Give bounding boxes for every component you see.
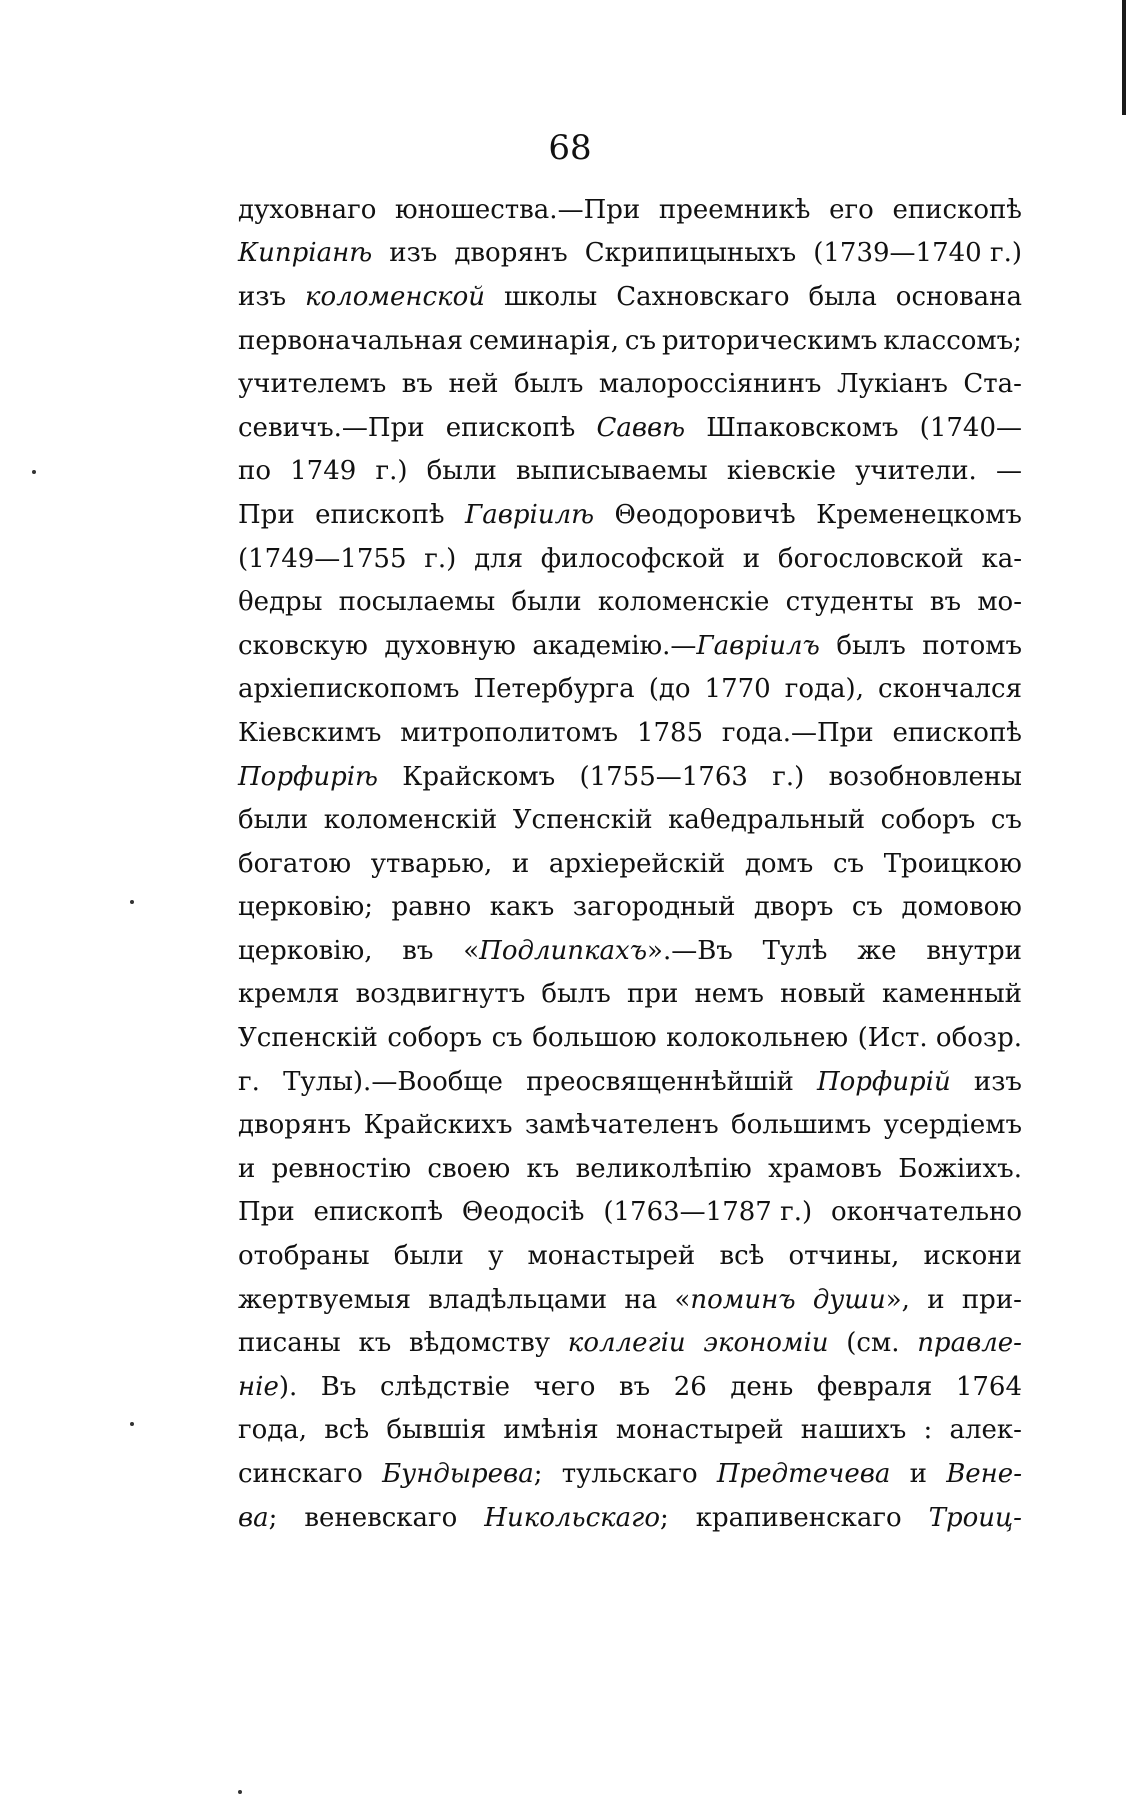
text-line bbox=[238, 580, 1022, 624]
text-line bbox=[238, 929, 1022, 973]
word: епископѣ bbox=[445, 412, 576, 443]
word: владѣльцами bbox=[428, 1284, 608, 1315]
word: ва; bbox=[238, 1502, 278, 1533]
word: и bbox=[511, 848, 530, 879]
text-line bbox=[238, 711, 1022, 755]
word: изъ bbox=[238, 281, 287, 312]
text-line bbox=[238, 1496, 1022, 1540]
word: митрополитомъ bbox=[400, 717, 619, 748]
text-line bbox=[238, 755, 1022, 799]
word: (1749—1755 bbox=[238, 543, 407, 574]
word: (1740— bbox=[919, 412, 1022, 443]
word: утварью, bbox=[370, 848, 493, 879]
word: великолѣпію bbox=[575, 1153, 752, 1184]
word: возобновлены bbox=[828, 761, 1022, 792]
word: духовнаго bbox=[238, 194, 377, 225]
word: Крайскихъ bbox=[363, 1110, 513, 1141]
word: Крайскомъ bbox=[402, 761, 556, 792]
text-line bbox=[238, 1147, 1022, 1191]
word: Порфиріѣ bbox=[238, 761, 378, 792]
word: классомъ; bbox=[883, 325, 1022, 356]
word: Вене- bbox=[946, 1459, 1022, 1490]
word: ней bbox=[448, 369, 499, 400]
word: Порфирій bbox=[816, 1066, 951, 1097]
text-line bbox=[238, 1409, 1022, 1453]
word: епископѣ bbox=[313, 1197, 444, 1228]
word: жертвуемыя bbox=[238, 1284, 411, 1315]
word: изъ bbox=[973, 1066, 1022, 1097]
word: веневскаго bbox=[304, 1502, 458, 1533]
word: при bbox=[626, 979, 679, 1010]
text-line bbox=[238, 1234, 1022, 1278]
word: искони bbox=[923, 1241, 1022, 1272]
word: дворянъ bbox=[238, 1110, 352, 1141]
text-line bbox=[238, 973, 1022, 1017]
word: изъ bbox=[389, 238, 438, 269]
word: учителемъ bbox=[238, 369, 387, 400]
word: отобраны bbox=[238, 1241, 370, 1272]
word: была bbox=[808, 281, 877, 312]
word: (Ист. обозр. bbox=[857, 1023, 1022, 1054]
word: домовою bbox=[901, 892, 1022, 923]
word: ревностію bbox=[271, 1153, 412, 1184]
word: въ bbox=[401, 369, 433, 400]
margin-dot bbox=[32, 470, 36, 474]
word: кремля bbox=[238, 979, 340, 1010]
word: у bbox=[488, 1241, 504, 1272]
word: ніе). bbox=[238, 1371, 298, 1402]
word: Саввѣ bbox=[596, 412, 686, 443]
word: же bbox=[857, 935, 897, 966]
word: севичъ.—При bbox=[238, 412, 425, 443]
text-line bbox=[238, 537, 1022, 581]
word: монастырей bbox=[615, 1415, 784, 1446]
margin-dot bbox=[130, 1422, 134, 1426]
word: монастырей bbox=[527, 1241, 696, 1272]
word: Лукіанъ bbox=[836, 369, 948, 400]
text-line bbox=[238, 406, 1022, 450]
word: «поминъ bbox=[674, 1284, 796, 1315]
word: Скрипицыныхъ bbox=[584, 238, 797, 269]
word: (см. bbox=[846, 1328, 900, 1359]
word: внутри bbox=[926, 935, 1022, 966]
word: экономіи bbox=[703, 1328, 829, 1359]
text-line bbox=[238, 232, 1022, 276]
word: θедры bbox=[238, 587, 323, 618]
word: Предтечева bbox=[716, 1459, 891, 1490]
word: Успенскій bbox=[238, 1023, 378, 1054]
word: риторическимъ bbox=[661, 325, 878, 356]
word: преемникѣ bbox=[658, 194, 811, 225]
word: епископѣ bbox=[892, 717, 1022, 748]
text-line bbox=[238, 1365, 1022, 1409]
text-line bbox=[238, 1016, 1022, 1060]
word: Кременецкомъ bbox=[816, 499, 1022, 530]
body-text bbox=[238, 188, 1022, 1539]
text-line bbox=[238, 493, 1022, 537]
word: Тулы).—Вообще bbox=[283, 1066, 503, 1097]
word: 1785 bbox=[636, 717, 704, 748]
word: епископѣ bbox=[892, 194, 1022, 225]
word: философской bbox=[540, 543, 726, 574]
word: академію.—Гавріилъ bbox=[532, 630, 820, 661]
word: года), bbox=[784, 674, 864, 705]
word: семинарія, bbox=[469, 325, 619, 356]
word: нашихъ bbox=[800, 1415, 907, 1446]
word: и bbox=[742, 543, 761, 574]
word: соборъ bbox=[387, 1023, 483, 1054]
word: — bbox=[995, 456, 1022, 487]
word: коломенскій bbox=[323, 805, 498, 836]
word: потомъ bbox=[922, 630, 1022, 661]
word: и bbox=[909, 1459, 927, 1490]
word: 1770 bbox=[704, 674, 771, 705]
text-line bbox=[238, 362, 1022, 406]
word: духовную bbox=[384, 630, 516, 661]
word: крапивенскаго bbox=[695, 1502, 902, 1533]
word: первоначальная bbox=[238, 325, 464, 356]
text-line bbox=[238, 1060, 1022, 1104]
word: каθедральный bbox=[668, 805, 866, 836]
word: правле- bbox=[917, 1328, 1022, 1359]
word: (1739—1740 г.) bbox=[813, 238, 1022, 269]
margin-dot bbox=[130, 900, 134, 904]
word: церковію; bbox=[238, 892, 374, 923]
word: (1763—1787 г.) bbox=[603, 1197, 813, 1228]
text-line bbox=[238, 1103, 1022, 1147]
text-line bbox=[238, 450, 1022, 494]
word: Кипріанѣ bbox=[238, 238, 373, 269]
word: (1755—1763 bbox=[579, 761, 748, 792]
word: по bbox=[238, 456, 271, 487]
word: его bbox=[829, 194, 874, 225]
word: кіевскіе bbox=[726, 456, 836, 487]
word: замѣчателенъ bbox=[524, 1110, 719, 1141]
word: съ bbox=[851, 892, 883, 923]
word: съ bbox=[491, 1023, 523, 1054]
text-line bbox=[238, 668, 1022, 712]
word: на bbox=[624, 1284, 658, 1315]
word: архіерейскій bbox=[548, 848, 726, 879]
word: При bbox=[238, 499, 295, 530]
word: г.) bbox=[375, 456, 408, 487]
text-line bbox=[238, 1321, 1022, 1365]
margin-dot bbox=[238, 1790, 242, 1794]
text-line bbox=[238, 319, 1022, 363]
word: для bbox=[474, 543, 524, 574]
word: Θеодоровичѣ bbox=[614, 499, 796, 530]
word: равно bbox=[391, 892, 472, 923]
word: были bbox=[393, 1241, 464, 1272]
text-line bbox=[238, 1191, 1022, 1235]
word: года.—При bbox=[721, 717, 874, 748]
word: колокольнею bbox=[666, 1023, 849, 1054]
word: храмовъ bbox=[768, 1153, 882, 1184]
word: какъ bbox=[489, 892, 555, 923]
word: ка- bbox=[981, 543, 1022, 574]
word: при- bbox=[961, 1284, 1022, 1315]
word: немъ bbox=[694, 979, 764, 1010]
word: день bbox=[730, 1371, 794, 1402]
page-number: 68 bbox=[548, 128, 592, 168]
word: отчины, bbox=[788, 1241, 900, 1272]
text-line bbox=[238, 886, 1022, 930]
word: февраля bbox=[816, 1371, 933, 1402]
word: бывшія bbox=[386, 1415, 487, 1446]
word: Бундырева; bbox=[382, 1459, 543, 1490]
word: Никольскаго; bbox=[484, 1502, 669, 1533]
text-line bbox=[238, 275, 1022, 319]
word: Шпаковскомъ bbox=[706, 412, 899, 443]
word: къ bbox=[358, 1328, 392, 1359]
word: дворъ bbox=[753, 892, 834, 923]
word: въ bbox=[402, 935, 434, 966]
word: всѣ bbox=[719, 1241, 765, 1272]
word: былъ bbox=[836, 630, 906, 661]
word: съ bbox=[990, 805, 1022, 836]
word: загородный bbox=[572, 892, 736, 923]
word: своею bbox=[427, 1153, 511, 1184]
word: г.) bbox=[424, 543, 457, 574]
word: епископѣ bbox=[315, 499, 445, 530]
word: всѣ bbox=[324, 1415, 370, 1446]
word: Тулѣ bbox=[762, 935, 828, 966]
word: г. bbox=[238, 1066, 260, 1097]
word: были bbox=[426, 456, 497, 487]
text-line bbox=[238, 798, 1022, 842]
word: малороссіянинъ bbox=[598, 369, 822, 400]
word: воздвигнутъ bbox=[355, 979, 526, 1010]
word: имѣнія bbox=[503, 1415, 599, 1446]
word: 26 bbox=[673, 1371, 707, 1402]
word: архіепископомъ bbox=[238, 674, 460, 705]
word: Троицкою bbox=[883, 848, 1022, 879]
word: былъ bbox=[514, 369, 584, 400]
word: и bbox=[238, 1153, 256, 1184]
word: выписываемы bbox=[516, 456, 708, 487]
word: богатою bbox=[238, 848, 352, 879]
word: дворянъ bbox=[454, 238, 568, 269]
word: и bbox=[927, 1284, 945, 1315]
word: въ bbox=[929, 587, 962, 618]
word: коломенскіе bbox=[597, 587, 770, 618]
word: богословской bbox=[777, 543, 964, 574]
word: г.) bbox=[772, 761, 805, 792]
word: въ bbox=[619, 1371, 651, 1402]
word: Петербурга bbox=[473, 674, 635, 705]
word: Гавріилѣ bbox=[465, 499, 595, 530]
word: мо- bbox=[977, 587, 1022, 618]
word: окончательно bbox=[830, 1197, 1022, 1228]
word: 1749 bbox=[290, 456, 357, 487]
word: вѣдомству bbox=[408, 1328, 551, 1359]
word: Ста- bbox=[963, 369, 1022, 400]
text-line bbox=[238, 842, 1022, 886]
word: учители. bbox=[855, 456, 977, 487]
word: Троиц- bbox=[928, 1502, 1022, 1533]
word: коллегіи bbox=[567, 1328, 686, 1359]
word: синскаго bbox=[238, 1459, 363, 1490]
word: Θеодосіѣ bbox=[461, 1197, 585, 1228]
word: коломенской bbox=[305, 281, 485, 312]
word: юношества.—При bbox=[395, 194, 641, 225]
page-edge-line bbox=[1122, 0, 1126, 115]
word: были bbox=[238, 805, 309, 836]
word: При bbox=[238, 1197, 295, 1228]
word: Въ bbox=[320, 1371, 357, 1402]
word: домъ bbox=[744, 848, 814, 879]
word: посылаемы bbox=[338, 587, 496, 618]
word: основана bbox=[895, 281, 1022, 312]
word: усердіемъ bbox=[883, 1110, 1022, 1141]
word: большимъ bbox=[731, 1110, 872, 1141]
word: преосвященнѣйшій bbox=[526, 1066, 794, 1097]
word: къ bbox=[526, 1153, 560, 1184]
word: слѣдствіе bbox=[380, 1371, 511, 1402]
word: (до bbox=[648, 674, 691, 705]
word: скончался bbox=[878, 674, 1022, 705]
word: : bbox=[923, 1415, 933, 1446]
word: чего bbox=[533, 1371, 596, 1402]
word: съ bbox=[832, 848, 865, 879]
word: алек- bbox=[949, 1415, 1022, 1446]
word: года, bbox=[238, 1415, 308, 1446]
word: Божіихъ. bbox=[898, 1153, 1022, 1184]
word: писаны bbox=[238, 1328, 341, 1359]
word: были bbox=[511, 587, 582, 618]
word: 1764 bbox=[955, 1371, 1022, 1402]
text-line bbox=[238, 624, 1022, 668]
word: съ bbox=[624, 325, 657, 356]
word: «Подлипкахъ».—Въ bbox=[463, 935, 733, 966]
word: церковію, bbox=[238, 935, 373, 966]
word: души», bbox=[812, 1284, 910, 1315]
word: тульскаго bbox=[561, 1459, 698, 1490]
text-line bbox=[238, 1278, 1022, 1322]
text-line bbox=[238, 1452, 1022, 1496]
word: Успенскій bbox=[512, 805, 653, 836]
word: Кіевскимъ bbox=[238, 717, 382, 748]
word: большою bbox=[532, 1023, 657, 1054]
word: Сахновскаго bbox=[616, 281, 790, 312]
word: новый bbox=[780, 979, 866, 1010]
word: каменный bbox=[881, 979, 1022, 1010]
text-line bbox=[238, 188, 1022, 232]
word: сковскую bbox=[238, 630, 368, 661]
word: школы bbox=[503, 281, 598, 312]
word: соборъ bbox=[880, 805, 976, 836]
word: студенты bbox=[785, 587, 914, 618]
word: былъ bbox=[541, 979, 611, 1010]
